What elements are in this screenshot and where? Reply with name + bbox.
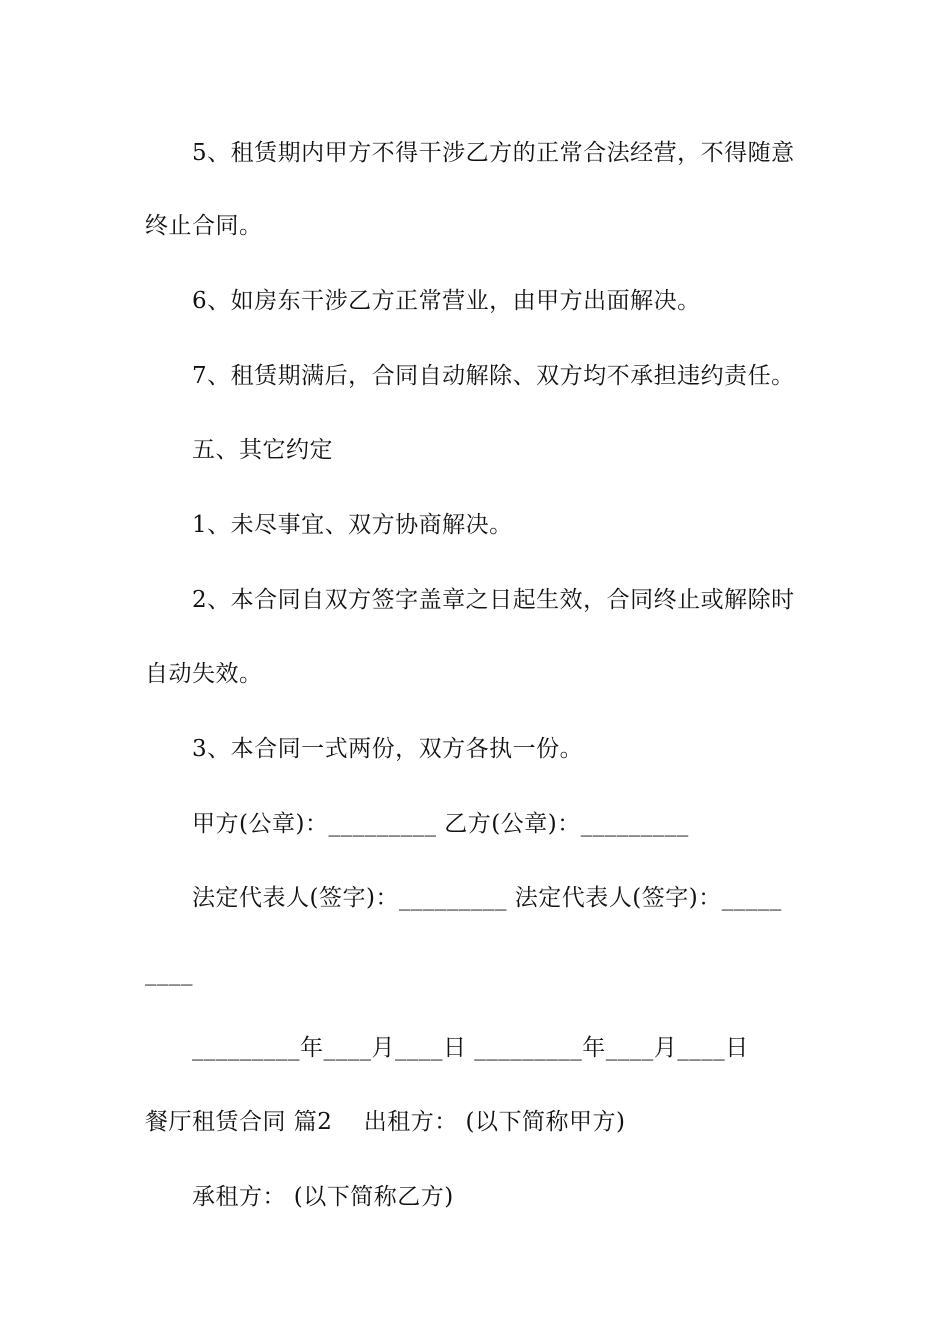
other-clause-2-line-2: 自动失效。 xyxy=(145,661,263,687)
signature-line-2: ____ xyxy=(145,960,193,986)
signature-line-1: 法定代表人(签字)：_________ 法定代表人(签字)：_____ xyxy=(192,885,782,911)
seal-line: 甲方(公章)：_________ 乙方(公章)：_________ xyxy=(192,811,689,837)
date-line: _________年____月____日 _________年____月____日 xyxy=(192,1035,749,1061)
section-heading-other-terms: 五、其它约定 xyxy=(192,437,333,463)
other-clause-3: 3、本合同一式两份，双方各执一份。 xyxy=(192,736,584,762)
clause-6: 6、如房东干涉乙方正常营业，由甲方出面解决。 xyxy=(192,288,701,314)
clause-7: 7、租赁期满后，合同自动解除、双方均不承担违约责任。 xyxy=(192,363,795,389)
clause-5-line-1: 5、租赁期内甲方不得干涉乙方的正常合法经营，不得随意 xyxy=(192,140,795,166)
clause-5-line-2: 终止合同。 xyxy=(145,213,263,239)
other-clause-1: 1、未尽事宜、双方协商解决。 xyxy=(192,512,513,538)
other-clause-2-line-1: 2、本合同自双方签字盖章之日起生效，合同终止或解除时 xyxy=(192,587,795,613)
contract-2-heading: 餐厅租赁合同 篇2 出租方： (以下简称甲方) xyxy=(145,1109,626,1135)
lessee-line: 承租方： (以下简称乙方) xyxy=(192,1184,454,1210)
